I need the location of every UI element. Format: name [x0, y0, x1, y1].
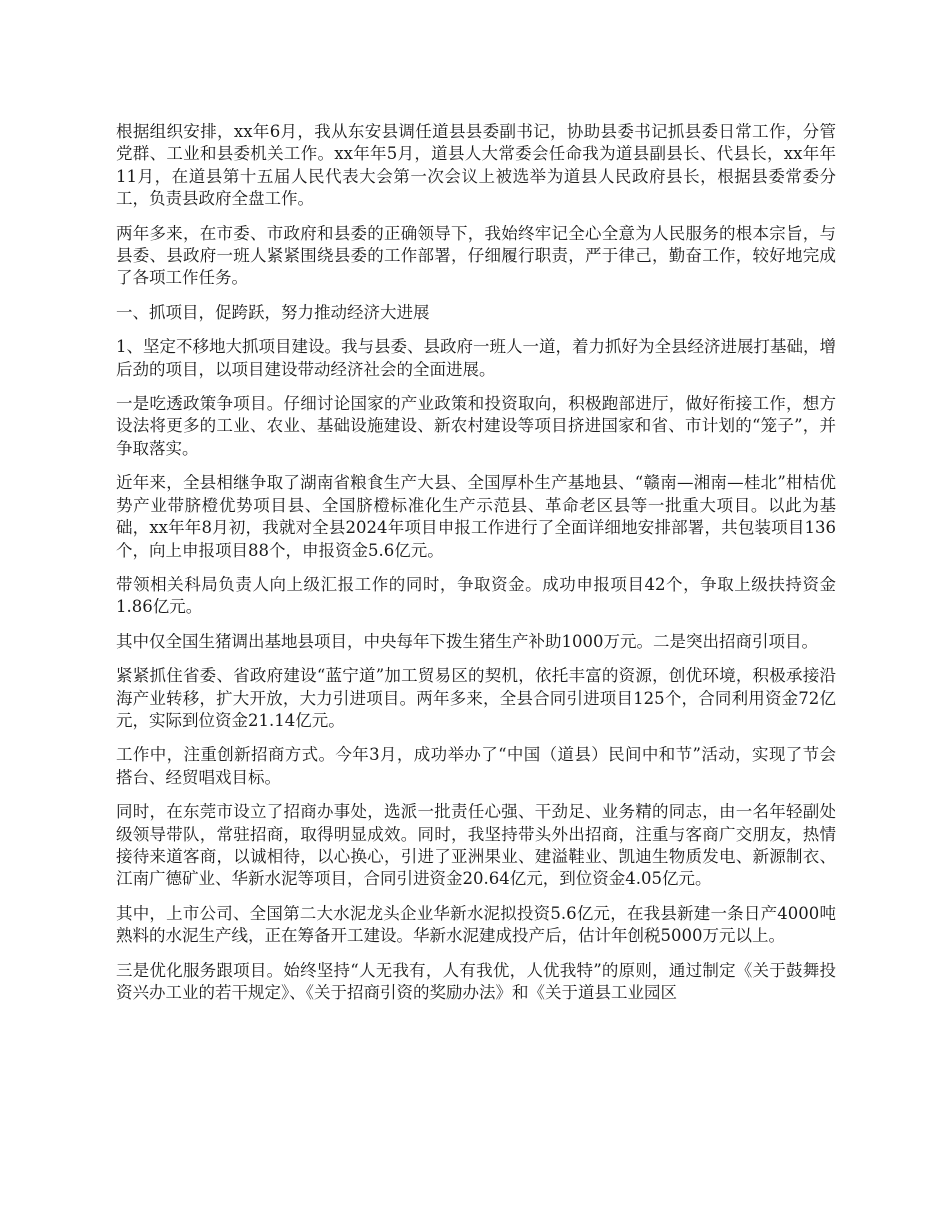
- paragraph-summary: 两年多来，在市委、市政府和县委的正确领导下，我始终牢记全心全意为人民服务的根本宗旨，与县委、县政府一班人紧紧围绕县委的工作部署，仔细履行职责，严于律己，勤奋工作，较好地完成了各项工作任务。: [116, 223, 836, 288]
- paragraph-intro: 根据组织安排，xx年6月，我从东安县调任道县县委副书记，协助县委书记抓县委日常工作，分管党群、工业和县委机关工作。xx年年5月，道县人大常委会任命我为道县副县长、代县长，xx年年11月，在道县第十五届人民代表大会第一次会议上被选举为道县人民政府县长，根据县委常委分工，负责县政府全盘工作。: [116, 122, 836, 209]
- paragraph-dongguan-office: 同时，在东莞市设立了招商办事处，选派一批责任心强、干劲足、业务精的同志，由一名年轻副处级领导带队，常驻招商，取得明显成效。同时，我坚持带头外出招商，注重与客商广交朋友，热情接待来道客商，以诚相待，以心换心，引进了亚洲果业、建溢鞋业、凯迪生物质发电、新源制衣、江南广德矿业、华新水泥等项目，合同引进资金20.64亿元，到位资金4.05亿元。: [116, 802, 836, 889]
- paragraph-pig-base: 其中仅全国生猪调出基地县项目，中央每年下拨生猪生产补助1000万元。二是突出招商引项目。: [116, 631, 818, 651]
- paragraph-policy: 一是吃透政策争项目。仔细讨论国家的产业政策和投资取向，积极跑部进厅，做好衔接工作，想方设法将更多的工业、农业、基础设施建设、新农村建设等项目挤进国家和省、市计划的“笼子”，并争取落实。: [116, 394, 836, 458]
- paragraph-huaxin-cement: 其中，上市公司、全国第二大水泥龙头企业华新水泥拟投资5.6亿元，在我县新建一条日产4000吨熟料的水泥生产线，正在筹备开工建设。华新水泥建成投产后，估计年创税5000万元以上。: [116, 903, 836, 946]
- paragraph-festival: 工作中，注重创新招商方式。今年3月，成功举办了“中国（道县）民间中和节”活动，实现了节会搭台、经贸唱戏目标。: [116, 745, 836, 787]
- section-heading: 一、抓项目，促跨跃，努力推动经济大进展: [116, 302, 430, 322]
- paragraph-projects: 近年来，全县相继争取了湖南省粮食生产大县、全国厚朴生产基地县、“赣南—湘南—桂北”柑桔优势产业带脐橙优势项目县、全国脐橙标准化生产示范县、革命老区县等一批重大项目。以此为基础，xx年年8月初，我就对全县2024年项目申报工作进行了全面详细地安排部署，共包装项目136个，向上申报项目88个，申报资金5.6亿元。: [116, 473, 836, 560]
- paragraph-item-1: 1、坚定不移地大抓项目建设。我与县委、县政府一班人一道，着力抓好为全县经济进展打基础，增后劲的项目，以项目建设带动经济社会的全面进展。: [116, 337, 836, 379]
- document-body: [116, 121, 836, 1016]
- paragraph-investment: 紧紧抓住省委、省政府建设“蓝宁道”加工贸易区的契机，依托丰富的资源，创优环境，积极承接沿海产业转移，扩大开放，大力引进项目。两年多来，全县合同引进项目125个，合同利用资金72亿元，实际到位资金21.14亿元。: [116, 666, 836, 730]
- paragraph-funding: 带领相关科局负责人向上级汇报工作的同时，争取资金。成功申报项目42个，争取上级扶持资金1.86亿元。: [116, 574, 836, 617]
- paragraph-service: 三是优化服务跟项目。始终坚持“人无我有，人有我优，人优我特”的原则，通过制定《关于鼓舞投资兴办工业的若干规定》、《关于招商引资的奖励办法》和《关于道县工业园区: [116, 960, 836, 1002]
